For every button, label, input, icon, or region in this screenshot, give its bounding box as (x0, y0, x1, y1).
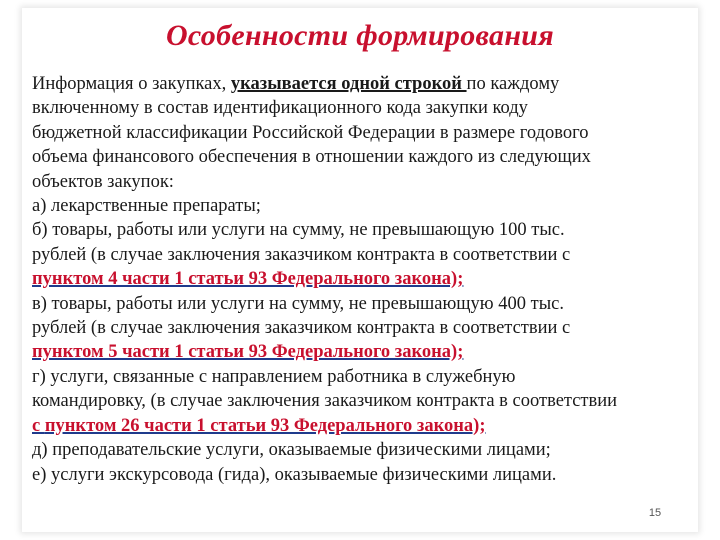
list-item-g-ref-line (32, 414, 700, 438)
list-item-v-ref-line (32, 340, 700, 364)
list-item-v: в) товары, работы или услуги на сумму, не превышающую 400 тыс. (32, 293, 564, 314)
list-item-b-cont: рублей (в случае заключения заказчиком контракта в соответствии с (32, 244, 571, 265)
list-item-g-cont: командировку, (в случае заключения заказчиком контракта в соответствии (32, 391, 618, 412)
list-item-a: а) лекарственные препараты; (32, 196, 261, 217)
law-reference-link[interactable]: пунктом 26 части 1 статьи 93 Федерального закона); (44, 415, 486, 436)
paragraph-line: включенному в состав идентификационного кода закупки коду (32, 98, 528, 119)
paragraph-line: объектов закупок: (32, 171, 174, 192)
list-item-v-cont: рублей (в случае заключения заказчиком контракта в соответствии с (32, 318, 571, 339)
list-item-b-ref-line (32, 267, 700, 291)
intro-text-end: по каждому (466, 74, 560, 94)
paragraph-line: бюджетной классификации Российской Федерации в размере годового (32, 122, 589, 143)
list-item-d: д) преподавательские услуги, оказываемые физическими лицами; (32, 440, 551, 461)
law-reference-link[interactable]: пунктом 5 части 1 статьи 93 Федерального закона); (32, 342, 464, 363)
intro-text: Информация о закупках, (32, 74, 231, 94)
slide-body (32, 72, 700, 487)
law-reference-link[interactable]: пунктом 4 части 1 статьи 93 Федерального закона); (32, 269, 464, 290)
slide-title: Особенности формирования (165, 19, 555, 52)
law-reference-prefix: с (32, 415, 45, 436)
list-item-e: е) услуги экскурсовода (гида), оказываемые физическими лицами. (32, 464, 557, 485)
list-item-g: г) услуги, связанные с направлением работника в служебную (32, 366, 516, 387)
page-number: 15 (648, 507, 662, 519)
paragraph-line (32, 72, 700, 96)
list-item-b: б) товары, работы или услуги на сумму, не превышающую 100 тыс. (32, 220, 565, 241)
emphasis-text: указывается одной строкой (230, 74, 467, 94)
paragraph-line: объема финансового обеспечения в отношении каждого из следующих (32, 147, 591, 168)
